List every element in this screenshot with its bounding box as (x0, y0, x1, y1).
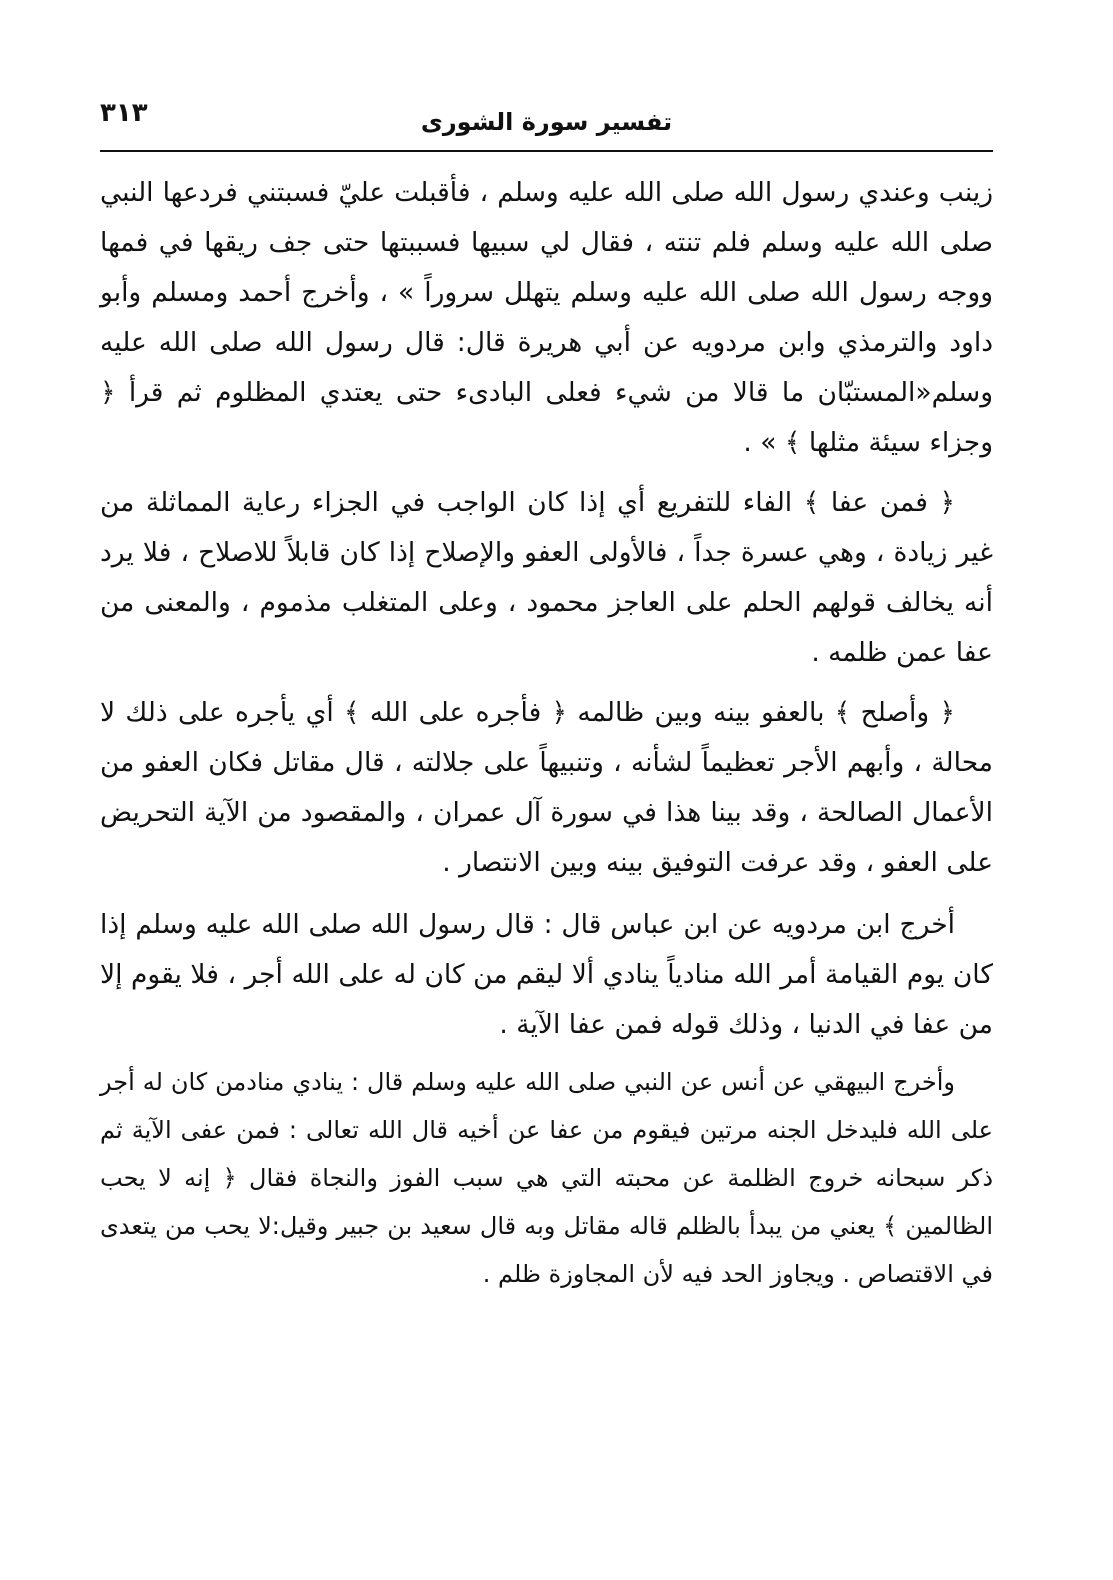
paragraph: ﴿ فمن عفا ﴾ الفاء للتفريع أي إذا كان الواجب في الجزاء رعاية المماثلة من غير زيادة ، وهي عسرة جداً ، فالأولى العفو والإصلاح إذا كان قابلاً للاصلاح ، فلا يرد أنه يخالف قولهم الحلم على العاجز محمود ، وعلى المتغلب مذموم ، والمعنى من عفا عمن ظلمه . (100, 487, 993, 668)
page-number: ٣١٣ (100, 98, 148, 128)
paragraph: زينب وعندي رسول الله صلى الله عليه وسلم ، فأقبلت عليّ فسبتني فردعها النبي صلى الله عليه وسلم فلم تنته ، فقال لي سبيها فسببتها حتى جف ريقها في فمها ووجه رسول الله صلى الله عليه وسلم يتهلل سروراً » ، وأخرج أحمد ومسلم وأبو داود والترمذي وابن مردويه عن أبي هريرة قال: قال رسول الله صلى الله عليه وسلم«المستبّان ما قالا من شيء فعلى البادىء حتى يعتدي المظلوم ثم قرأ ﴿ وجزاء سيئة مثلها ﴾ » . (100, 177, 993, 458)
header-divider (100, 150, 993, 152)
paragraph: أخرج ابن مردويه عن ابن عباس قال : قال رسول الله صلى الله عليه وسلم إذا كان يوم القيامة أمر الله منادياً ينادي ألا ليقم من كان له على الله أجر ، فلا يقوم إلا من عفا في الدنيا ، وذلك قوله فمن عفا الآية . (100, 909, 993, 1040)
page-body (100, 168, 993, 1298)
paragraph: وأخرج البيهقي عن أنس عن النبي صلى الله عليه وسلم قال : ينادي منادمن كان له أجر على الله فليدخل الجنه مرتين فيقوم من عفا عن أخيه قال الله تعالى : فمن عفى الآية ثم ذكر سبحانه خروج الظلمة عن محبته التي هي سبب الفوز والنجاة فقال ﴿ إنه لا يحب الظالمين ﴾ يعني من يبدأ بالظلم قاله مقاتل وبه قال سعيد بن جبير وقيل:لا يحب من يتعدى في الاقتصاص . ويجاوز الحد فيه لأن المجاوزة ظلم . (100, 1068, 993, 1288)
running-title: تفسير سورة الشورى (420, 108, 673, 136)
paragraph: ﴿ وأصلح ﴾ بالعفو بينه وبين ظالمه ﴿ فأجره على الله ﴾ أي يأجره على ذلك لا محالة ، وأبهم الأجر تعظيماً لشأنه ، وتنبيهاً على جلالته ، قال مقاتل فكان العفو من الأعمال الصالحة ، وقد بينا هذا في سورة آل عمران ، والمقصود من الآية التحريض على العفو ، وقد عرفت التوفيق بينه وبين الانتصار . (100, 697, 993, 878)
page-header (100, 92, 993, 152)
